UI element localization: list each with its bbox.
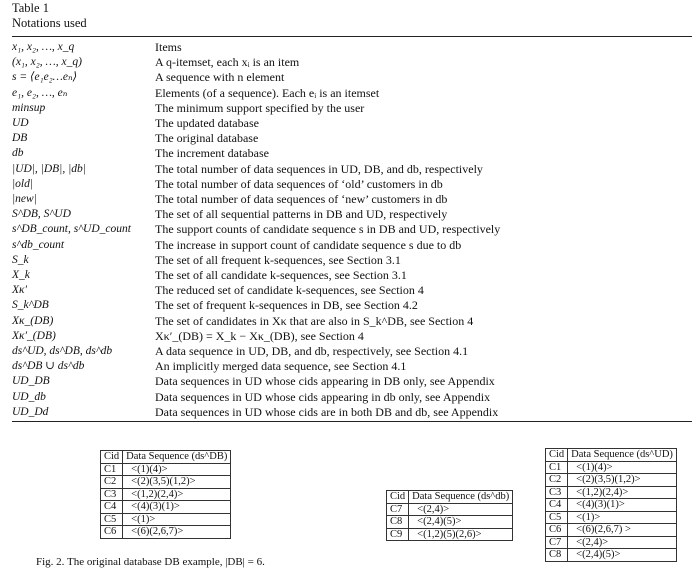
notation-row bbox=[12, 86, 500, 101]
sequence-cell: <(6)(2,6,7) > bbox=[568, 524, 677, 537]
notation-row bbox=[12, 238, 500, 253]
notation-table bbox=[12, 40, 500, 420]
notation-row bbox=[12, 268, 500, 283]
notation-symbol: UD_Dd bbox=[12, 405, 49, 418]
cid-cell: C8 bbox=[546, 549, 568, 562]
table-row bbox=[546, 461, 677, 474]
sequence-cell: <(1)(4)> bbox=[568, 461, 677, 474]
increment-database-table bbox=[386, 490, 513, 541]
notation-description: The updated database bbox=[155, 116, 259, 131]
notation-description: The increment database bbox=[155, 146, 269, 161]
notation-description: Xκ′_(DB) = X_k − Xκ_(DB), see Section 4 bbox=[155, 328, 364, 343]
data-sequence-header: Data Sequence (ds^UD) bbox=[568, 449, 677, 462]
notation-symbol: x₁, x₂, …, x_q bbox=[12, 41, 75, 53]
notation-description: A q-itemset, each xᵢ is an item bbox=[155, 55, 300, 70]
notation-symbol: Xκ′ bbox=[12, 284, 28, 297]
notation-description: A data sequence in UD, DB, and db, respectively, see Section 4.1 bbox=[155, 344, 469, 359]
notation-row bbox=[12, 390, 500, 405]
notation-description: The total number of data sequences of ‘new’ customers in db bbox=[155, 192, 448, 207]
notation-description: The minimum support specified by the user bbox=[155, 100, 365, 115]
notation-row bbox=[12, 162, 500, 177]
sequence-cell: <(6)(2,6,7)> bbox=[123, 526, 231, 539]
cid-cell: C8 bbox=[387, 516, 409, 529]
table-row bbox=[546, 474, 677, 487]
cid-cell: C7 bbox=[387, 503, 409, 516]
cid-cell: C4 bbox=[546, 499, 568, 512]
notation-symbol: Xκ′_(DB) bbox=[12, 329, 56, 342]
notation-description: The reduced set of candidate k-sequences, see Section 4 bbox=[155, 283, 424, 298]
table-row bbox=[387, 528, 513, 541]
cid-cell: C3 bbox=[546, 486, 568, 499]
table-row bbox=[101, 501, 231, 514]
sequence-cell: <(2,4)> bbox=[409, 503, 513, 516]
table-row bbox=[546, 524, 677, 537]
notation-description: Elements (of a sequence). Each eᵢ is an itemset bbox=[155, 85, 380, 100]
notation-symbol: X_k bbox=[12, 269, 30, 282]
notation-row bbox=[12, 344, 500, 359]
cid-cell: C1 bbox=[546, 461, 568, 474]
table-caption: Notations used bbox=[12, 16, 87, 30]
notation-symbol: e₁, e₂, …, eₙ bbox=[12, 86, 68, 99]
notation-description: An implicitly merged data sequence, see Section 4.1 bbox=[155, 359, 407, 374]
sequence-cell: <(2)(3,5)(1,2)> bbox=[568, 474, 677, 487]
cid-cell: C5 bbox=[546, 511, 568, 524]
cid-cell: C2 bbox=[546, 474, 568, 487]
table-row bbox=[546, 511, 677, 524]
notation-symbol: S^DB, S^UD bbox=[12, 208, 71, 221]
notation-row bbox=[12, 298, 500, 313]
table-row bbox=[101, 513, 231, 526]
cid-header: Cid bbox=[546, 449, 568, 462]
table-row bbox=[101, 463, 231, 476]
notation-description: The set of candidates in Xκ that are also in S_k^DB, see Section 4 bbox=[155, 313, 474, 328]
cid-cell: C6 bbox=[101, 526, 123, 539]
notation-description: Data sequences in UD whose cids are in both DB and db, see Appendix bbox=[155, 404, 499, 419]
notation-symbol: db bbox=[12, 147, 24, 160]
sequence-cell: <(2)(3,5)(1,2)> bbox=[123, 476, 231, 489]
sequence-cell: <(4)(3)(1)> bbox=[568, 499, 677, 512]
table-row bbox=[387, 516, 513, 529]
figure-caption: Fig. 2. The original database DB example, |DB| = 6. bbox=[36, 556, 265, 568]
notation-symbol: minsup bbox=[12, 101, 46, 114]
notation-symbol: s^db_count bbox=[12, 238, 65, 251]
sequence-cell: <(2,4)(5)> bbox=[568, 549, 677, 562]
sequence-cell: <(1,2)(2,4)> bbox=[568, 486, 677, 499]
notation-row bbox=[12, 222, 500, 237]
cid-header: Cid bbox=[101, 451, 123, 464]
sequence-cell: <(1)> bbox=[123, 513, 231, 526]
notation-row bbox=[12, 207, 500, 222]
notation-row bbox=[12, 314, 500, 329]
notation-row bbox=[12, 329, 500, 344]
notation-row bbox=[12, 55, 500, 70]
notation-symbol: S_k bbox=[12, 253, 29, 266]
notation-row bbox=[12, 70, 500, 85]
notation-symbol: ds^DB ∪ ds^db bbox=[12, 360, 85, 373]
original-database-table bbox=[100, 450, 231, 539]
notation-row bbox=[12, 146, 500, 161]
cid-cell: C7 bbox=[546, 536, 568, 549]
notation-description: Data sequences in UD whose cids appearing in db only, see Appendix bbox=[155, 389, 491, 404]
notation-symbol: |new| bbox=[12, 193, 37, 206]
table-label: Table 1 bbox=[12, 1, 49, 15]
notation-description: The support counts of candidate sequence s in DB and UD, respectively bbox=[155, 222, 501, 237]
notation-description: The original database bbox=[155, 131, 259, 146]
cid-cell: C3 bbox=[101, 488, 123, 501]
notation-description: The set of all sequential patterns in DB and UD, respectively bbox=[155, 207, 448, 222]
notation-description: The total number of data sequences in UD, DB, and db, respectively bbox=[155, 161, 483, 176]
sequence-cell: <(1)(4)> bbox=[123, 463, 231, 476]
notation-symbol: s = ⟨e₁e₂…eₙ⟩ bbox=[12, 71, 78, 84]
updated-database-table bbox=[545, 448, 677, 562]
notation-row bbox=[12, 40, 500, 55]
notation-description: The increase in support count of candidate sequence s due to db bbox=[155, 237, 462, 252]
notation-row bbox=[12, 359, 500, 374]
table-row bbox=[387, 503, 513, 516]
table-row bbox=[546, 549, 677, 562]
cid-cell: C6 bbox=[546, 524, 568, 537]
notation-row bbox=[12, 405, 500, 420]
sequence-cell: <(2,4)(5)> bbox=[409, 516, 513, 529]
table-bottom-rule bbox=[12, 421, 692, 422]
notation-row bbox=[12, 101, 500, 116]
sequence-cell: <(2,4)> bbox=[568, 536, 677, 549]
notation-row bbox=[12, 374, 500, 389]
notation-description: A sequence with n element bbox=[155, 70, 285, 85]
table-row bbox=[546, 536, 677, 549]
sequence-cell: <(4)(3)(1)> bbox=[123, 501, 231, 514]
cid-cell: C5 bbox=[101, 513, 123, 526]
notation-symbol: UD_db bbox=[12, 390, 46, 403]
notation-row bbox=[12, 283, 500, 298]
notation-row bbox=[12, 253, 500, 268]
notation-row bbox=[12, 192, 500, 207]
notation-symbol: DB bbox=[12, 132, 28, 145]
table-top-rule bbox=[12, 36, 692, 37]
table-row bbox=[546, 499, 677, 512]
notation-symbol: UD_DB bbox=[12, 375, 50, 388]
table-row bbox=[101, 526, 231, 539]
table-row bbox=[101, 476, 231, 489]
cid-cell: C1 bbox=[101, 463, 123, 476]
cid-cell: C2 bbox=[101, 476, 123, 489]
cid-cell: C9 bbox=[387, 528, 409, 541]
notation-row bbox=[12, 177, 500, 192]
notation-description: The total number of data sequences of ‘old’ customers in db bbox=[155, 176, 443, 191]
data-sequence-header: Data Sequence (ds^db) bbox=[409, 491, 513, 504]
notation-symbol: (x₁, x₂, …, x_q) bbox=[12, 56, 82, 69]
table-row bbox=[546, 486, 677, 499]
notation-symbol: Xκ_(DB) bbox=[12, 314, 54, 327]
sequence-cell: <(1,2)(5)(2,6)> bbox=[409, 528, 513, 541]
sequence-cell: <(1,2)(2,4)> bbox=[123, 488, 231, 501]
notation-row bbox=[12, 131, 500, 146]
notation-description: The set of all frequent k-sequences, see Section 3.1 bbox=[155, 252, 401, 267]
cid-header: Cid bbox=[387, 491, 409, 504]
notation-symbol: S_k^DB bbox=[12, 299, 49, 312]
notation-symbol: |old| bbox=[12, 177, 34, 190]
notation-description: Items bbox=[155, 40, 182, 54]
data-sequence-header: Data Sequence (ds^DB) bbox=[123, 451, 231, 464]
notation-symbol: ds^UD, ds^DB, ds^db bbox=[12, 345, 113, 358]
notation-description: Data sequences in UD whose cids appearing in DB only, see Appendix bbox=[155, 374, 495, 389]
notation-row bbox=[12, 116, 500, 131]
notation-symbol: UD bbox=[12, 117, 29, 130]
notation-symbol: |UD|, |DB|, |db| bbox=[12, 162, 86, 175]
notation-description: The set of frequent k-sequences in DB, see Section 4.2 bbox=[155, 298, 418, 313]
notation-description: The set of all candidate k-sequences, see Section 3.1 bbox=[155, 268, 407, 283]
sequence-cell: <(1)> bbox=[568, 511, 677, 524]
cid-cell: C4 bbox=[101, 501, 123, 514]
notation-symbol: s^DB_count, s^UD_count bbox=[12, 223, 131, 236]
table-row bbox=[101, 488, 231, 501]
